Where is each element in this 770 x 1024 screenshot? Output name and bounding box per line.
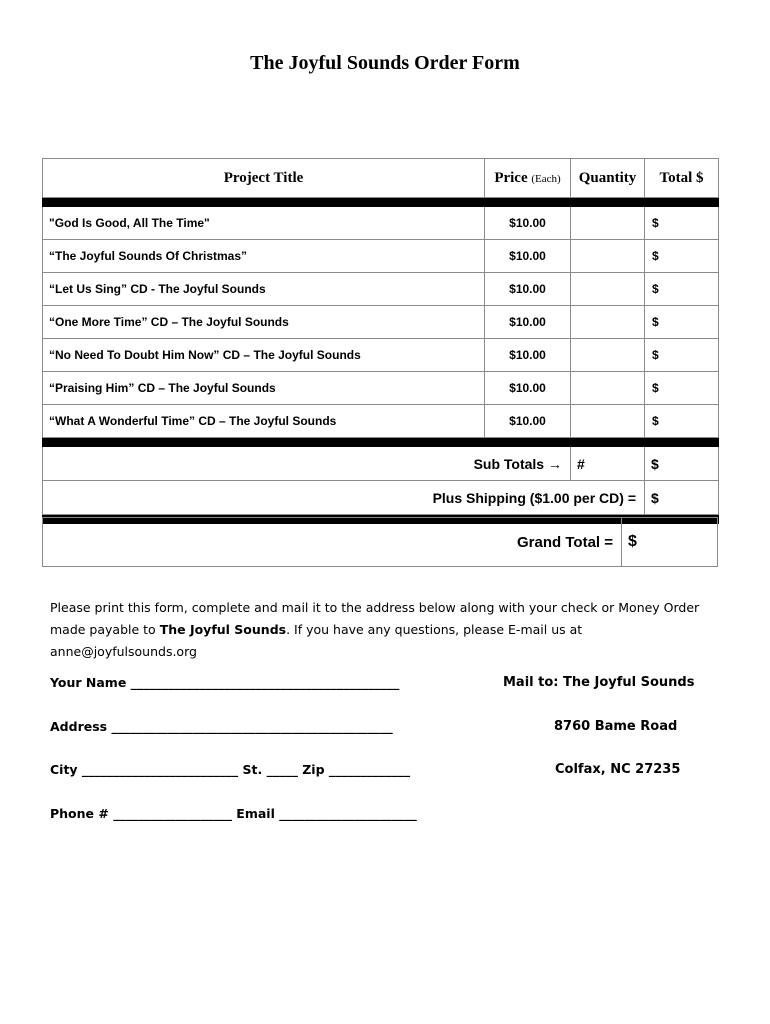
phone-email-field[interactable]: Phone # ___________________ Email ______________________	[50, 806, 417, 821]
instructions-line-2-start: made payable to	[50, 622, 160, 637]
header-project-title: Project Title	[43, 159, 485, 198]
grand-total-box	[42, 517, 718, 567]
item-price: $10.00	[485, 306, 571, 339]
item-name: “No Need To Doubt Him Now” CD – The Joyful Sounds	[43, 339, 485, 372]
grand-total-value: $	[628, 533, 637, 550]
table-row	[43, 207, 719, 240]
sub-totals-total: $	[645, 447, 719, 481]
item-name: "God Is Good, All The Time"	[43, 207, 485, 240]
table-row	[43, 306, 719, 339]
city-state-zip-field[interactable]: City _________________________ St. _____ Zip _____________	[50, 762, 411, 777]
thick-divider	[43, 198, 719, 207]
item-quantity-field[interactable]	[571, 372, 645, 405]
item-name: “The Joyful Sounds Of Christmas”	[43, 240, 485, 273]
item-quantity-field[interactable]	[571, 339, 645, 372]
item-price: $10.00	[485, 405, 571, 438]
item-price: $10.00	[485, 372, 571, 405]
item-quantity-field[interactable]	[571, 207, 645, 240]
instructions-line-2-end: . If you have any questions, please E-mail us at anne@joyfulsounds.org	[50, 622, 583, 659]
page-title: The Joyful Sounds Order Form	[250, 52, 520, 74]
item-total: $	[645, 207, 719, 240]
shipping-total: $	[645, 481, 719, 515]
thick-divider	[43, 438, 719, 447]
item-name: “One More Time” CD – The Joyful Sounds	[43, 306, 485, 339]
item-total: $	[645, 405, 719, 438]
item-price: $10.00	[485, 240, 571, 273]
item-quantity-field[interactable]	[571, 306, 645, 339]
mail-to-line-1: Mail to: The Joyful Sounds	[503, 675, 695, 690]
item-total: $	[645, 339, 719, 372]
name-field[interactable]: Your Name ___________________________________________	[50, 675, 400, 690]
item-quantity-field[interactable]	[571, 405, 645, 438]
item-price: $10.00	[485, 273, 571, 306]
order-table	[42, 158, 719, 524]
header-price-label: Price	[494, 169, 528, 186]
sub-totals-row	[43, 447, 719, 481]
item-price: $10.00	[485, 339, 571, 372]
shipping-row	[43, 481, 719, 515]
item-total: $	[645, 240, 719, 273]
sub-totals-quantity: #	[571, 447, 645, 481]
item-total: $	[645, 273, 719, 306]
item-total: $	[645, 372, 719, 405]
header-price	[485, 159, 571, 198]
header-price-each: (Each)	[531, 172, 561, 185]
sub-totals-label: Sub Totals →	[43, 447, 571, 481]
item-name: “Let Us Sing” CD - The Joyful Sounds	[43, 273, 485, 306]
item-quantity-field[interactable]	[571, 240, 645, 273]
item-name: “What A Wonderful Time” CD – The Joyful Sounds	[43, 405, 485, 438]
item-price: $10.00	[485, 207, 571, 240]
table-row	[43, 240, 719, 273]
mail-to-line-2: 8760 Bame Road	[554, 719, 678, 734]
header-quantity: Quantity	[571, 159, 645, 198]
shipping-label: Plus Shipping ($1.00 per CD) =	[43, 481, 645, 515]
table-row	[43, 372, 719, 405]
item-name: “Praising Him” CD – The Joyful Sounds	[43, 372, 485, 405]
table-row	[43, 273, 719, 306]
table-row	[43, 405, 719, 438]
table-header-row	[43, 159, 719, 198]
address-field[interactable]: Address _____________________________________________	[50, 719, 393, 734]
header-total: Total $	[645, 159, 719, 198]
instructions	[50, 597, 730, 663]
item-quantity-field[interactable]	[571, 273, 645, 306]
payee-name: The Joyful Sounds	[159, 622, 287, 637]
table-row	[43, 339, 719, 372]
item-total: $	[645, 306, 719, 339]
mail-to-line-3: Colfax, NC 27235	[555, 762, 681, 777]
instructions-line-2	[50, 619, 730, 663]
grand-total-divider	[621, 518, 622, 566]
instructions-line-1: Please print this form, complete and mail it to the address below along with your check or Money Order	[50, 600, 700, 615]
grand-total-label: Grand Total =	[517, 534, 613, 551]
